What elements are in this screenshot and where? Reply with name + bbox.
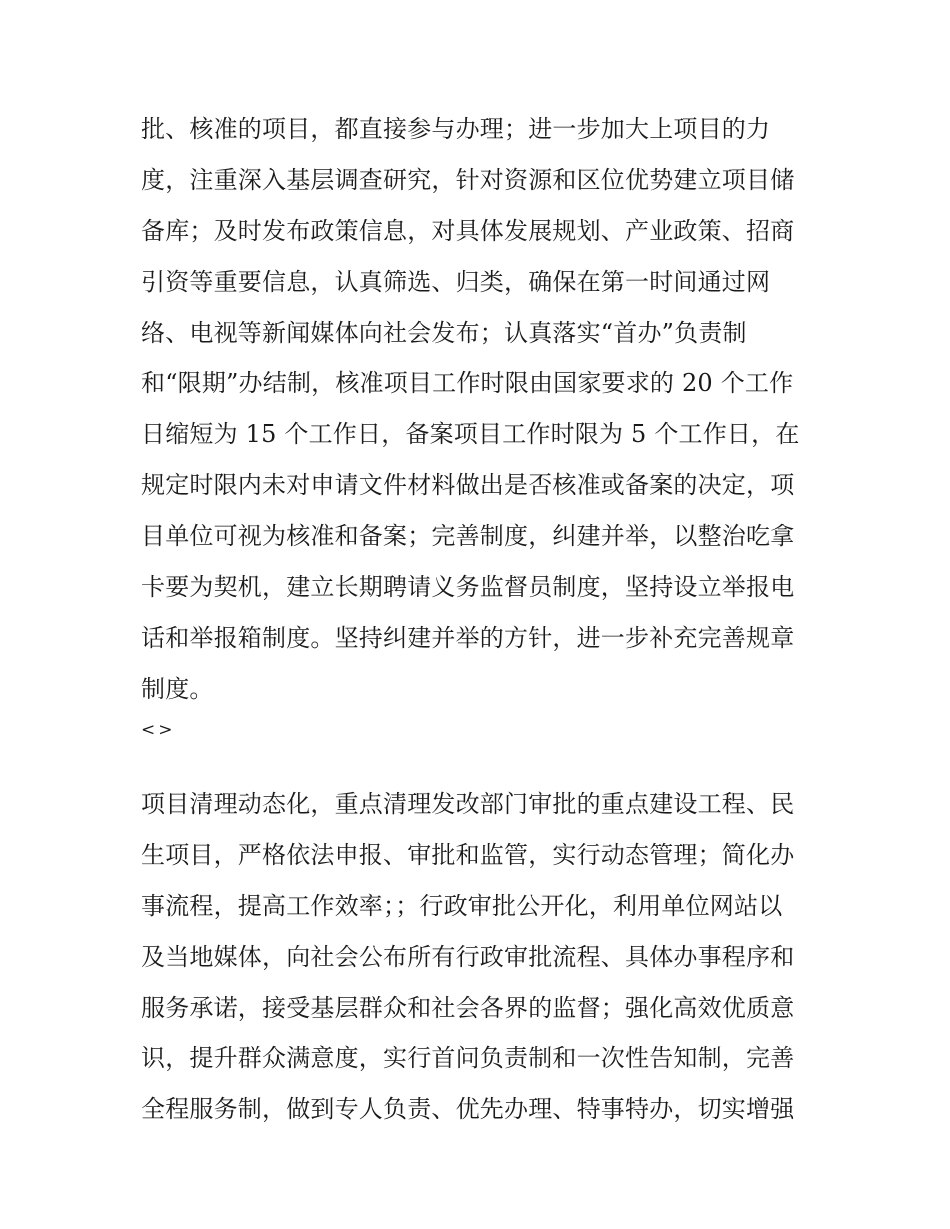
text-line: 事流程，提高工作效率；；行政审批公开化，利用单位网站以 <box>141 891 783 920</box>
text-line: 日缩短为 15 个工作日，备案项目工作时限为 5 个工作日，在 <box>141 420 800 449</box>
paragraph-project-cleanup <box>141 779 821 1135</box>
text-line: 项目清理动态化，重点清理发改部门审批的重点建设工程、民 <box>141 790 795 818</box>
text-line: 识，提升群众满意度，实行首问负责制和一次性告知制，完善 <box>141 1044 795 1073</box>
text-line: 生项目，严格依法申报、审批和监管，实行动态管理；简化办 <box>141 840 795 869</box>
text-line: 和“限期”办结制，核准项目工作时限由国家要求的 20 个工作 <box>141 369 794 398</box>
paragraph-approval-process <box>141 104 821 715</box>
text-line: 及当地媒体，向社会公布所有行政审批流程、具体办事程序和 <box>141 942 795 971</box>
text-line: 规定时限内未对申请文件材料做出是否核准或备案的决定，项 <box>141 471 795 500</box>
text-line: 络、电视等新闻媒体向社会发布；认真落实“首办”负责制 <box>141 318 747 347</box>
text-line: 引资等重要信息，认真筛选、归类，确保在第一时间通过网 <box>141 267 771 296</box>
text-line: 制度。 <box>141 674 214 703</box>
text-line: 备库；及时发布政策信息，对具体发展规划、产业政策、招商 <box>141 216 795 245</box>
text-line: 度，注重深入基层调查研究，针对资源和区位优势建立项目储 <box>141 165 795 194</box>
text-line: 卡要为契机，建立长期聘请义务监督员制度，坚持设立举报电 <box>141 573 795 602</box>
text-line: 服务承诺，接受基层群众和社会各界的监督；强化高效优质意 <box>141 993 795 1022</box>
text-line: 批、核准的项目，都直接参与办理；进一步加大上项目的力 <box>141 115 771 143</box>
text-line: 目单位可视为核准和备案；完善制度，纠建并举，以整治吃拿 <box>141 522 795 551</box>
section-marker: <> <box>141 720 176 740</box>
text-line: 话和举报箱制度。坚持纠建并举的方针，进一步补充完善规章 <box>141 623 795 652</box>
text-line: 全程服务制，做到专人负责、优先办理、特事特办，切实增强 <box>141 1095 795 1124</box>
